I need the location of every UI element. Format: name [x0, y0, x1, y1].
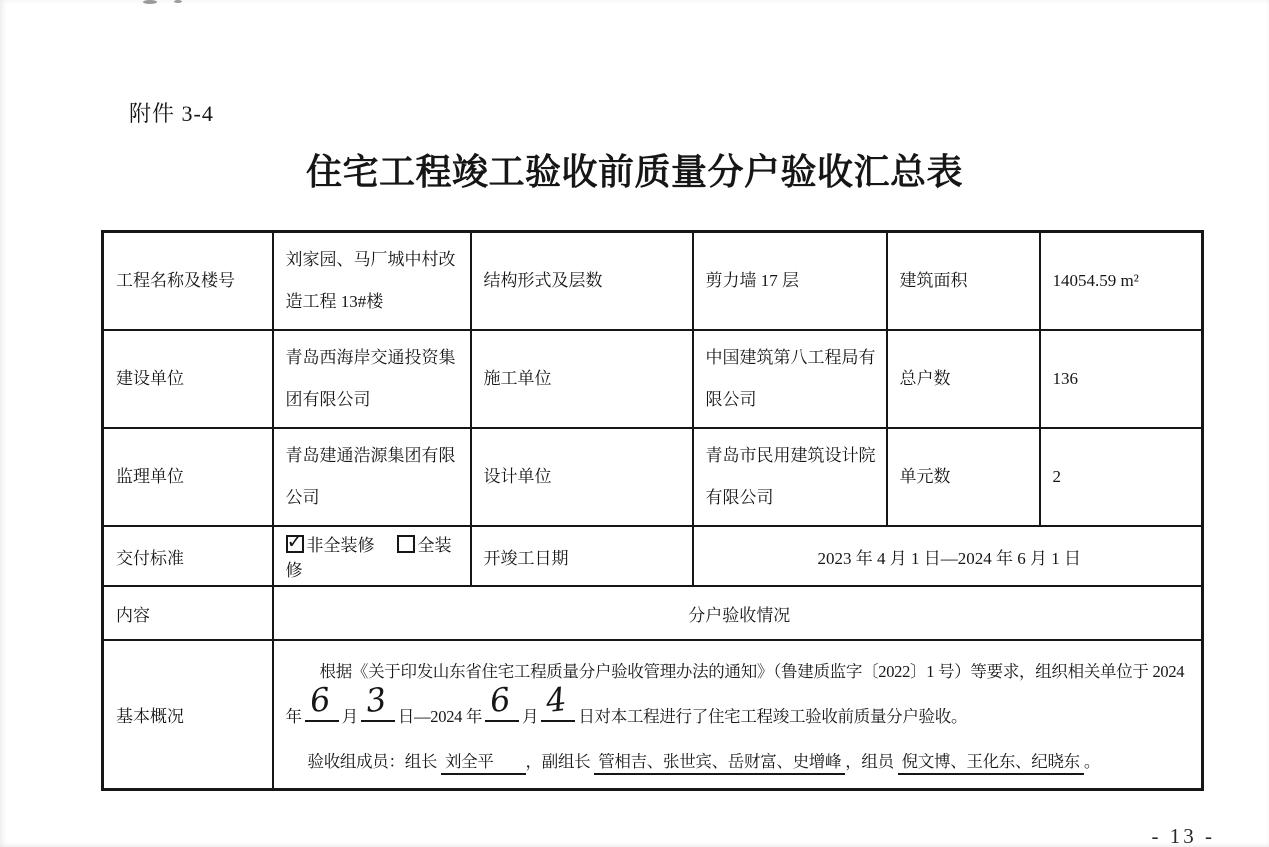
text-segment: ，副组长: [525, 752, 591, 771]
table-row-supervision: [103, 428, 1203, 526]
handwritten-day-1: 3: [363, 679, 389, 721]
project-name-label: 工程名称及楼号: [103, 232, 273, 331]
dates-value: 2023 年 4 月 1 日—2024 年 6 月 1 日: [693, 526, 1203, 586]
text-segment: ，组员: [845, 752, 894, 771]
construction-unit-value: 中国建筑第八工程局有限公司: [693, 330, 887, 428]
design-unit-label: 设计单位: [471, 428, 693, 526]
content-value: 分户验收情况: [273, 586, 1203, 640]
overview-line-2: [285, 679, 1194, 739]
client-unit-label: 建设单位: [103, 330, 273, 428]
checked-option-label: 非全装修: [306, 536, 375, 555]
table-row-project: [103, 232, 1203, 331]
members-names: 倪文博、王化东、纪晓东: [898, 752, 1084, 775]
overview-line-3: [286, 739, 1194, 784]
delivery-standard-value: [273, 526, 471, 586]
handwritten-blank: [485, 679, 519, 722]
total-households-label: 总户数: [887, 330, 1040, 428]
client-unit-value: 青岛西海岸交通投资集团有限公司: [273, 330, 471, 428]
table-row-content: [103, 586, 1203, 640]
project-name-value: 刘家园、马厂城中村改造工程 13#楼: [273, 232, 471, 331]
handwritten-month-2: 6: [487, 679, 513, 721]
page-title: 住宅工程竣工验收前质量分户验收汇总表: [305, 151, 963, 192]
floor-area-value: 14054.59 m²: [1040, 232, 1203, 331]
deputy-leaders-names: 管相吉、张世宾、岳财富、史增峰: [594, 752, 845, 775]
structure-label: 结构形式及层数: [471, 232, 693, 331]
table-row-delivery: [103, 526, 1203, 586]
unit-count-value: 2: [1040, 428, 1203, 526]
attachment-label: 附件 3-4: [129, 101, 214, 126]
text-segment: 月: [522, 707, 539, 726]
handwritten-blank: [305, 679, 339, 722]
total-households-value: 136: [1040, 330, 1203, 428]
supervision-unit-label: 监理单位: [103, 428, 273, 526]
page-number: - 13 -: [1151, 824, 1215, 847]
floor-area-label: 建筑面积: [887, 232, 1040, 331]
dates-label: 开竣工日期: [471, 526, 693, 586]
handwritten-blank: [541, 679, 575, 722]
supervision-unit-value: 青岛建通浩源集团有限公司: [273, 428, 471, 526]
text-segment: 日对本工程进行了住宅工程竣工验收前质量分户验收。: [578, 707, 968, 726]
unchecked-checkbox-icon: [397, 535, 415, 553]
construction-unit-label: 施工单位: [471, 330, 693, 428]
design-unit-value: 青岛市民用建筑设计院有限公司: [693, 428, 887, 526]
summary-table: [101, 230, 1204, 791]
unit-count-label: 单元数: [887, 428, 1040, 526]
text-segment: 。: [1083, 752, 1101, 771]
table-row-overview: [103, 640, 1203, 790]
handwritten-month-1: 6: [307, 679, 333, 721]
text-segment: 年: [285, 707, 302, 726]
structure-value: 剪力墙 17 层: [693, 232, 887, 331]
content-label: 内容: [103, 586, 273, 640]
table-row-builder: [103, 330, 1203, 428]
delivery-standard-label: 交付标准: [103, 526, 273, 586]
text-segment: 月: [341, 707, 358, 726]
handwritten-day-2: 4: [544, 679, 569, 721]
unchecked-option-label: 全装修: [285, 536, 452, 580]
text-segment: 日—2024 年: [397, 707, 483, 726]
overview-label: 基本概况: [103, 640, 273, 790]
scan-artifact: [174, 0, 182, 3]
overview-line-1: 根据《关于印发山东省住宅工程质量分户验收管理办法的通知》（鲁建质监字〔2022〕1 号）等要求，组织相关单位于 2024: [319, 662, 1185, 681]
handwritten-blank: [361, 679, 395, 722]
text-segment: 验收组成员：组长: [307, 752, 438, 771]
team-leader-name: 刘全平: [441, 752, 526, 775]
checked-checkbox-icon: ✓: [286, 529, 304, 553]
scan-artifact: [143, 0, 157, 4]
overview-content: [273, 640, 1203, 790]
